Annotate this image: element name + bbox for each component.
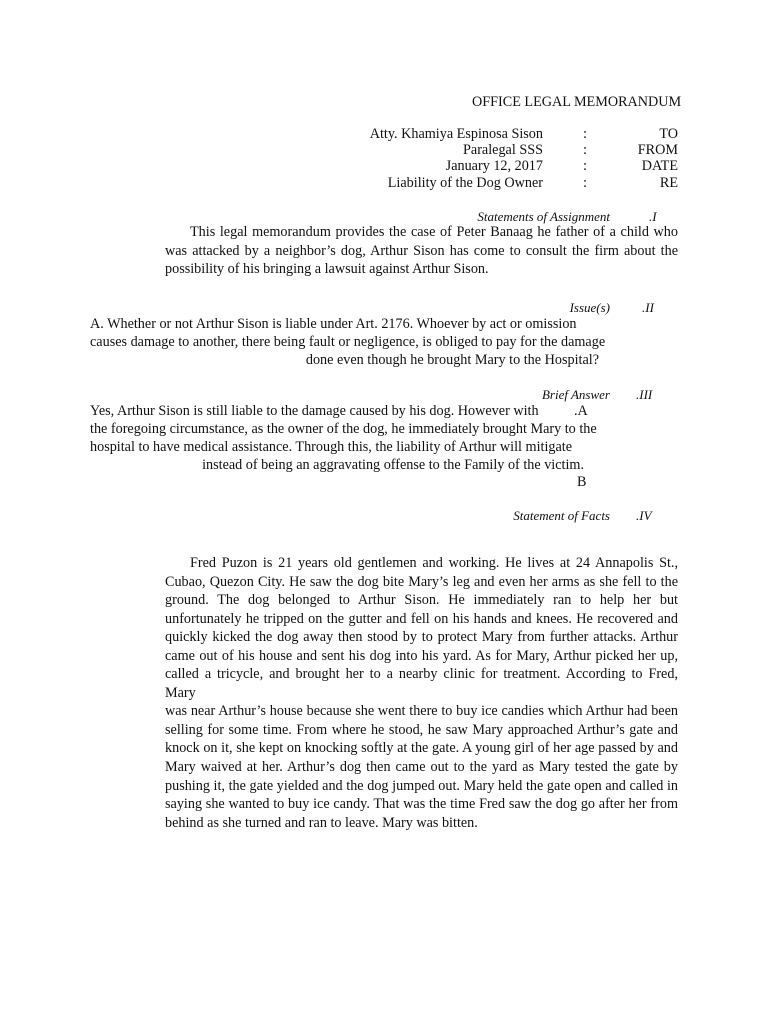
date-label: DATE [641,158,678,174]
facts-line: knock on it, she kept on knocking softly at the gate. A young girl of her age passed by and [165,740,678,757]
facts-line: Cubao, Quezon City. He saw the dog bite Mary’s leg and even her arms as she fell to the [165,573,678,590]
facts-line: Mary waived at her. Arthur’s dog then came out to the yard as Mary tested the gate by [165,759,678,776]
facts-line: called a tricycle, and brought her to a nearby clinic for treatment. According to Fred, Mary [165,666,678,701]
facts-line: pushing it, the gate yielded and the dog jumped out. Mary held the gate open and called in [165,777,678,794]
facts-line: ground. The dog belonged to Arthur Sison. He immediately ran to help her but [165,592,678,609]
date-value: January 12, 2017 [445,158,543,174]
section-numeral-i: .I [649,209,657,224]
facts-line: selling for some time. From where he stood, he saw Mary approached Arthur’s gate and [165,721,678,738]
facts-line: saying she wanted to buy ice candy. That was the time Fred saw the dog go after her from [165,796,678,813]
facts-line: behind as she turned and ran to leave. Mary was bitten. [165,814,478,831]
issues-line: done even though he brought Mary to the Hospital? [305,352,599,368]
to-value: Atty. Khamiya Espinosa Sison [369,126,543,142]
issues-line: causes damage to another, there being fault or negligence, is obliged to pay for the damage [90,334,606,350]
to-label: TO [659,126,678,142]
facts-line: quickly kicked the dog away then stood by to protect Mary from further attacks. Arthur [165,629,678,646]
facts-line: unfortunately he tripped on the gutter and fell on his hands and knees. He recovered and [165,610,678,627]
brief-answer-line: the foregoing circumstance, as the owner of the dog, he immediately brought Mary to the [90,421,597,437]
to-separator: : [583,126,587,142]
section-heading-facts: Statement of Facts [513,508,610,523]
assignment-line: possibility of his bringing a lawsuit against Arthur Sison. [165,261,489,277]
assignment-paragraph [165,223,678,279]
brief-answer-line: Yes, Arthur Sison is still liable to the damage caused by his dog. However with [90,403,539,419]
brief-answer-line: hospital to have medical assistance. Through this, the liability of Arthur will mitigate [90,439,573,455]
section-heading-assignment: Statements of Assignment [477,209,610,224]
facts-paragraph [165,554,678,832]
from-separator: : [583,142,587,158]
brief-answer-marker-a: .A [574,403,588,419]
section-numeral-iii: .III [636,387,653,402]
memo-title: OFFICE LEGAL MEMORANDUM [472,94,682,110]
re-label: RE [659,175,678,191]
brief-answer-line: instead of being an aggravating offense to the Family of the victim. [202,457,584,473]
facts-line: was near Arthur’s house because she went there to buy ice candies which Arthur had been [165,703,678,720]
facts-line: came out of his house and sent his dog into his yard. As for Mary, Arthur picked her up, [165,647,678,664]
section-heading-brief-answer: Brief Answer [541,387,610,402]
date-separator: : [583,158,587,174]
section-numeral-iv: .IV [636,508,652,523]
section-numeral-ii: .II [642,300,654,315]
brief-answer-marker-b: B [577,474,587,490]
re-separator: : [583,175,587,191]
from-label: FROM [637,142,678,158]
assignment-line: This legal memorandum provides the case of Peter Banaag he father of a child who [190,224,678,240]
re-value: Liability of the Dog Owner [387,175,543,191]
facts-line: Fred Puzon is 21 years old gentlemen and working. He lives at 24 Annapolis St., [190,555,678,571]
issues-line: A. Whether or not Arthur Sison is liable under Art. 2176. Whoever by act or omission [90,316,577,332]
section-heading-issues: Issue(s) [569,300,610,315]
assignment-line: was attacked by a neighbor’s dog, Arthur Sison has come to consult the firm about the [165,242,678,259]
from-value: Paralegal SSS [463,142,543,158]
